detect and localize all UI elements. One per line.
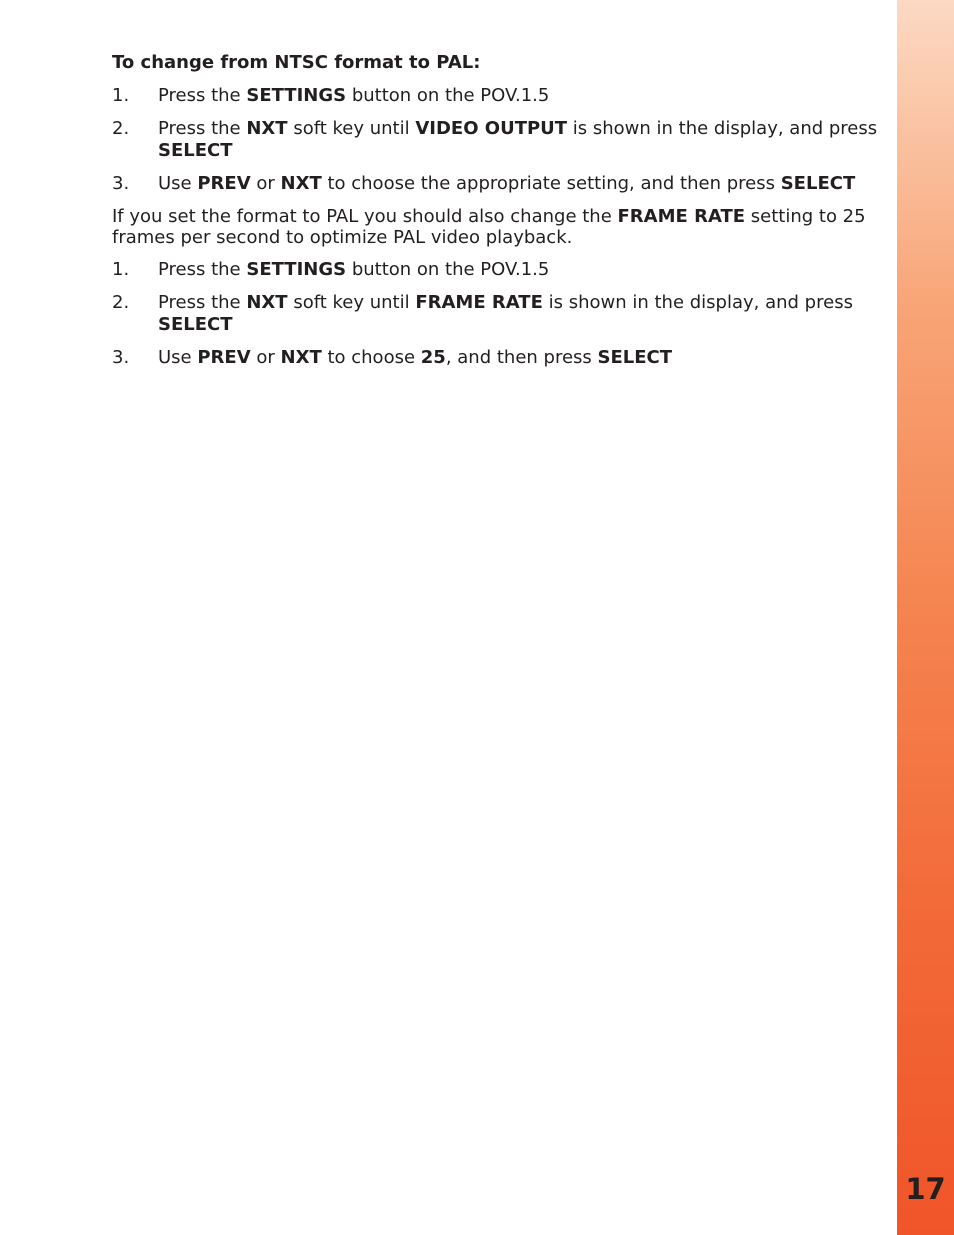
step-text: Press the NXT soft key until VIDEO OUTPUT is shown in the display, and press SELECT xyxy=(158,118,878,161)
page-edge-gradient-bar xyxy=(897,0,954,1235)
bold-term: 25 xyxy=(420,347,446,368)
bold-term: PREV xyxy=(197,173,251,194)
list-item xyxy=(112,292,892,336)
bold-term: SELECT xyxy=(780,173,856,194)
bold-term: NXT xyxy=(280,347,322,368)
bold-term: NXT xyxy=(246,118,288,139)
bold-term: SETTINGS xyxy=(246,85,347,106)
step-number: 3. xyxy=(112,347,130,368)
frame-rate-steps xyxy=(112,259,892,369)
list-item xyxy=(112,173,892,195)
bold-term: SELECT xyxy=(158,314,233,335)
bold-term: NXT xyxy=(280,173,322,194)
step-text: Press the SETTINGS button on the POV.1.5 xyxy=(158,85,550,106)
list-item xyxy=(112,118,892,162)
bold-term: FRAME RATE xyxy=(617,206,746,227)
step-number: 1. xyxy=(112,85,130,106)
step-number: 2. xyxy=(112,118,130,139)
step-text: Use PREV or NXT to choose the appropriate setting, and then press SELECT xyxy=(158,173,856,194)
step-text: Press the NXT soft key until FRAME RATE is shown in the display, and press SELECT xyxy=(158,292,853,335)
section-heading: To change from NTSC format to PAL: xyxy=(112,52,481,73)
step-text: Press the SETTINGS button on the POV.1.5 xyxy=(158,259,550,280)
step-number: 1. xyxy=(112,259,130,280)
list-item xyxy=(112,347,892,369)
frame-rate-note: If you set the format to PAL you should also change the FRAME RATE setting to 25 frames per second to optimize PAL video playback. xyxy=(112,206,866,248)
ntsc-to-pal-steps xyxy=(112,85,892,195)
bold-term: FRAME RATE xyxy=(415,292,543,313)
bold-term: SELECT xyxy=(158,140,233,161)
list-item xyxy=(112,85,892,107)
bold-term: NXT xyxy=(246,292,288,313)
step-number: 2. xyxy=(112,292,130,313)
bold-term: PREV xyxy=(197,347,251,368)
bold-term: SETTINGS xyxy=(246,259,347,280)
list-item xyxy=(112,259,892,281)
step-number: 3. xyxy=(112,173,130,194)
step-text: Use PREV or NXT to choose 25, and then press SELECT xyxy=(158,347,673,368)
page-content xyxy=(112,52,892,369)
bold-term: VIDEO OUTPUT xyxy=(415,118,568,139)
page-number: 17 xyxy=(905,1172,946,1206)
bold-term: SELECT xyxy=(597,347,673,368)
